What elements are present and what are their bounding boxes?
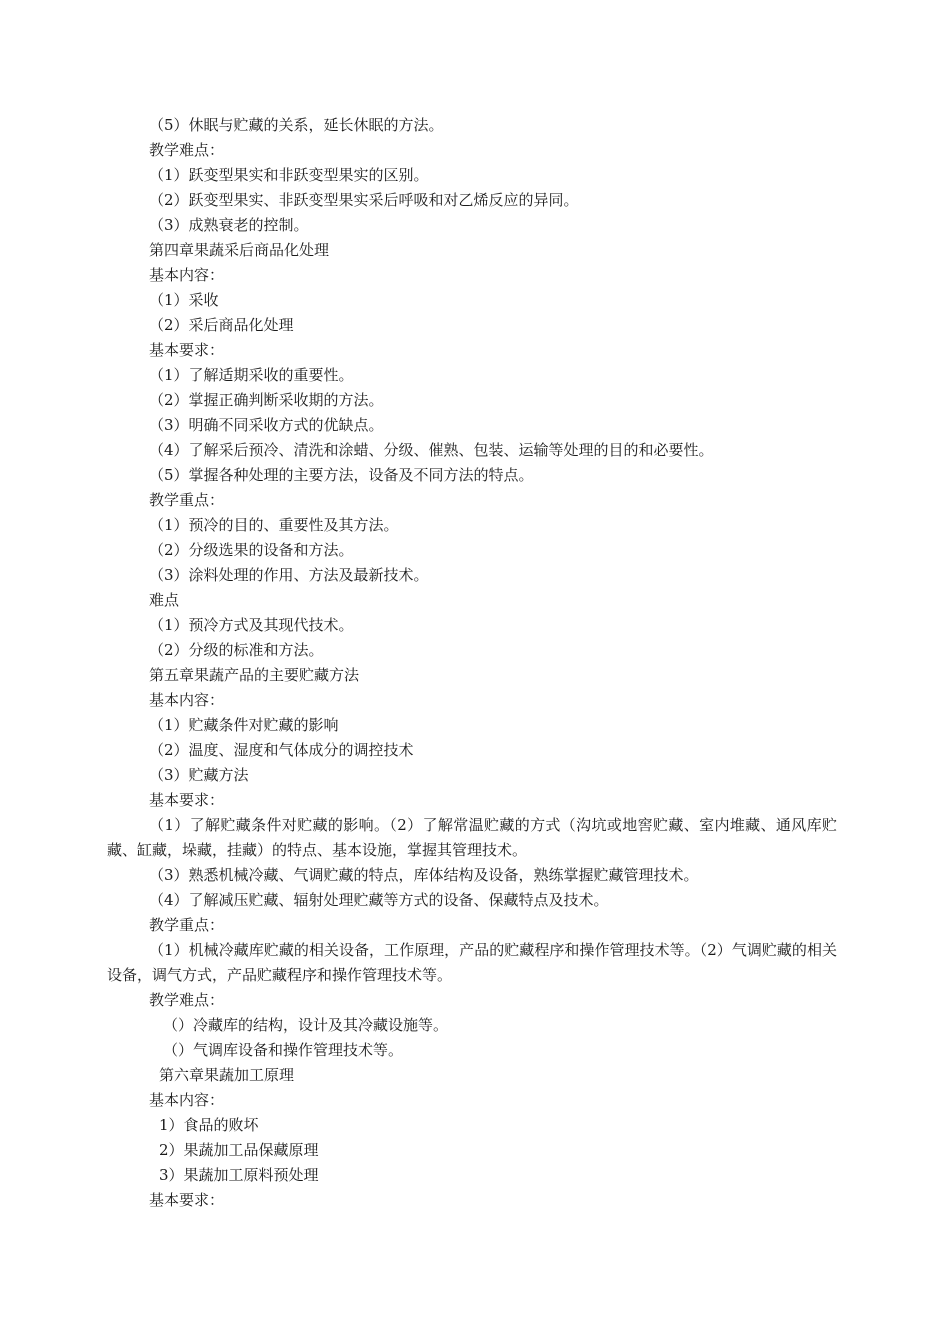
- text-line: （1）了解适期采收的重要性。: [149, 366, 354, 384]
- section-heading: 基本内容：: [149, 1091, 225, 1109]
- text-line: （2）温度、湿度和气体成分的调控技术: [149, 741, 414, 759]
- text-line: （2）分级的标准和方法。: [149, 641, 324, 659]
- section-heading: 教学重点：: [149, 491, 225, 509]
- text-line: （3）成熟衰老的控制。: [149, 216, 309, 234]
- text-line: （5）掌握各种处理的主要方法，设备及不同方法的特点。: [149, 466, 534, 484]
- text-line: （2）掌握正确判断采收期的方法。: [149, 391, 384, 409]
- text-line: （）气调库设备和操作管理技术等。: [163, 1041, 404, 1059]
- chapter-heading: 第四章果蔬采后商品化处理: [149, 241, 330, 259]
- text-line: （2）采后商品化处理: [149, 316, 294, 334]
- text-line: （3）明确不同采收方式的优缺点。: [149, 416, 384, 434]
- section-heading: 基本要求：: [149, 791, 225, 809]
- text-line: （3）涂料处理的作用、方法及最新技术。: [149, 566, 429, 584]
- text-line: 2）果蔬加工品保藏原理: [159, 1141, 319, 1159]
- chapter-heading: 第五章果蔬产品的主要贮藏方法: [149, 666, 360, 684]
- text-line: （1）采收: [149, 291, 219, 309]
- paragraph: （1）了解贮藏条件对贮藏的影响。（2）了解常温贮藏的方式（沟坑或地窖贮藏、室内堆藏、通风库贮藏、缸藏，垛藏，挂藏）的特点、基本设施，掌握其管理技术。: [107, 816, 837, 859]
- section-heading: 基本内容：: [149, 266, 225, 284]
- section-heading: 难点: [149, 591, 180, 609]
- text-line: （1）预冷方式及其现代技术。: [149, 616, 354, 634]
- text-line: （3）贮藏方法: [149, 766, 249, 784]
- section-heading: 基本要求：: [149, 341, 225, 359]
- text-line: （2）跃变型果实、非跃变型果实采后呼吸和对乙烯反应的异同。: [149, 191, 579, 209]
- text-line: （4）了解减压贮藏、辐射处理贮藏等方式的设备、保藏特点及技术。: [149, 891, 609, 909]
- text-line: （1）跃变型果实和非跃变型果实的区别。: [149, 166, 429, 184]
- text-line: （4）了解采后预冷、清洗和涂蜡、分级、催熟、包装、运输等处理的目的和必要性。: [149, 441, 714, 459]
- section-heading: 基本内容：: [149, 691, 225, 709]
- paragraph: （1）机械冷藏库贮藏的相关设备，工作原理，产品的贮藏程序和操作管理技术等。（2）气调贮藏的相关设备，调气方式，产品贮藏程序和操作管理技术等。: [107, 941, 837, 984]
- section-heading: 教学难点：: [149, 141, 225, 159]
- chapter-heading: 第六章果蔬加工原理: [159, 1066, 295, 1084]
- document-body: [107, 113, 837, 1213]
- text-line: （1）贮藏条件对贮藏的影响: [149, 716, 339, 734]
- section-heading: 教学难点：: [149, 991, 225, 1009]
- text-line: （1）预冷的目的、重要性及其方法。: [149, 516, 399, 534]
- section-heading: 教学重点：: [149, 916, 225, 934]
- text-line: （3）熟悉机械冷藏、气调贮藏的特点，库体结构及设备，熟练掌握贮藏管理技术。: [149, 866, 699, 884]
- text-line: （5）休眠与贮藏的关系，延长休眠的方法。: [149, 116, 444, 134]
- text-line: （）冷藏库的结构，设计及其冷藏设施等。: [163, 1016, 449, 1034]
- section-heading: 基本要求：: [149, 1191, 225, 1209]
- text-line: （2）分级选果的设备和方法。: [149, 541, 354, 559]
- text-line: 3）果蔬加工原料预处理: [159, 1166, 319, 1184]
- text-line: 1）食品的败坏: [159, 1116, 259, 1134]
